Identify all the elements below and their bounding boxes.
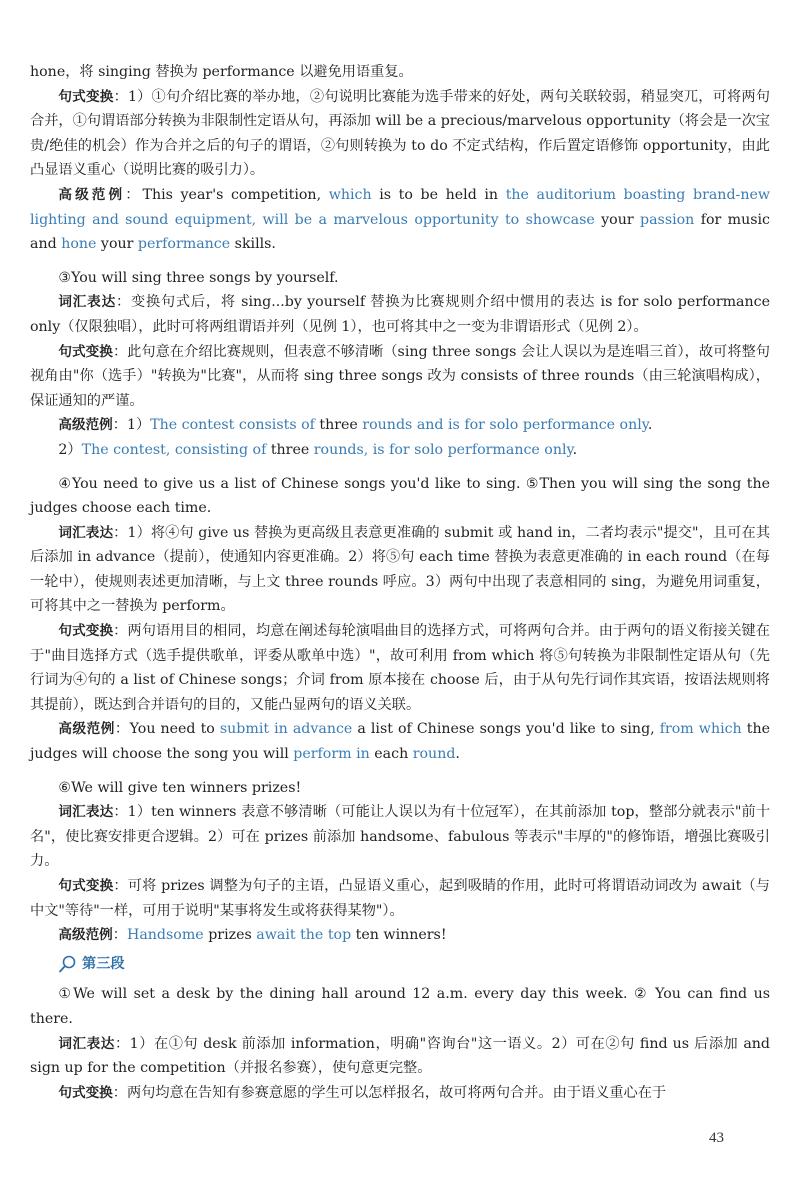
paragraph: 高级范例：Handsome prizes await the top ten winners!: [58, 927, 447, 944]
source-sentence: ⑥We will give ten winners prizes!: [58, 779, 302, 796]
page-content: [30, 60, 770, 1105]
label-sentence: 句式变换: [58, 88, 114, 105]
paragraph: 高级范例：This year's competition, which is to be held in the auditorium boasting brand-new lighting and sound equipment, will be a marvelous opportunity to showcase your passion for music and hone your performance skills.: [30, 186, 771, 253]
highlight: hone: [61, 236, 97, 253]
paragraph: 高级范例：1）The contest consists of three rounds and is for solo performance only.: [58, 417, 653, 434]
paragraph: 句式变换：此句意在介绍比赛规则，但表意不够清晰（sing three songs 会让人误以为是连唱三首），故可将整句视角由"你（选手）"转换为"比赛"，从而将 sing three songs 改为 consists of three rounds（由三轮演唱构成），保证通知的严谨。: [30, 343, 770, 409]
paragraph: 词汇表达：1）ten winners 表意不够清晰（可能让人误以为有十位冠军），在其前添加 top，整部分就表示"前十名"，使比赛安排更合逻辑。2）可在 prizes 前添加 handsome、fabulous 等表示"丰厚的"的修饰语，增强比赛吸引力。: [30, 804, 771, 870]
highlight: The contest consists of: [150, 417, 315, 434]
label-vocab: 词汇表达: [58, 804, 114, 821]
label-example: 高级范例: [58, 721, 115, 738]
source-sentence: ③You will sing three songs by yourself.: [58, 269, 339, 286]
label-sentence: 句式变换: [58, 343, 113, 360]
text: hone，将 singing 替换为 performance 以避免用语重复。: [30, 64, 413, 80]
magnifier-icon: [58, 955, 78, 973]
label-example: 高级范例: [58, 417, 113, 434]
paragraph: [30, 60, 770, 85]
label-vocab: 词汇表达: [58, 1035, 115, 1052]
paragraph: 词汇表达：变换句式后，将 sing...by yourself 替换为比赛规则介绍中惯用的表达 is for solo performance only（仅限独唱），此时可将两组谓语并列（见例 1），也可将其中之一变为非谓语形式（见例 2）。: [30, 294, 770, 335]
label-vocab: 词汇表达: [58, 524, 114, 541]
highlight: The contest, consisting of: [81, 441, 267, 458]
label-example: 高级范例: [58, 186, 126, 203]
highlight: which: [328, 186, 372, 203]
label-example: 高级范例: [58, 927, 113, 944]
label-sentence: 句式变换: [58, 1084, 113, 1101]
highlight: rounds, is for solo performance only: [313, 441, 573, 458]
highlight: Handsome: [126, 927, 204, 944]
section-title: 第三段: [82, 955, 125, 972]
page-number: 43: [709, 1130, 724, 1146]
paragraph: [30, 85, 770, 183]
paragraph: 句式变换：两句均意在告知有参赛意愿的学生可以怎样报名，故可将两句合并。由于语义重心在于: [58, 1084, 667, 1101]
paragraph: 词汇表达：1）在①句 desk 前添加 information，明确"咨询台"这一语义。2）可在②句 find us 后添加 and sign up for the competition（并报名参赛），使句意更完整。: [30, 1035, 771, 1077]
paragraph: 句式变换：可将 prizes 调整为句子的主语，凸显语义重心，起到吸睛的作用，此时可将谓语动词改为 await（与中文"等待"一样，可用于说明"某事将发生或将获得某物"）。: [30, 878, 770, 919]
section-heading: [58, 952, 770, 977]
source-sentence: ④You need to give us a list of Chinese songs you'd like to sing. ⑤Then you will sing the song the judges choose each time.: [30, 475, 770, 517]
paragraph: 词汇表达：1）将④句 give us 替换为更高级且表意更准确的 submit 或 hand in，二者均表示"提交"，且可在其后添加 in advance（提前），使通知内容更准确。2）将⑤句 each time 替换为表意更准确的 in each round（在每一轮中），使规则表述更加清晰，与上文 three rounds 呼应。3）两句中出现了表意相同的 sing，为避免用词重复，可将其中之一替换为 perform。: [30, 524, 771, 615]
text: ：1）①句介绍比赛的举办地，②句说明比赛能为选手带来的好处，两句关联较弱，稍显突兀，可将两句合并，①句谓语部分转换为非限制性定语从句，再添加 will be a precious/marvelous opportunity（将会是一次宝贵/绝佳的机会）作为合并之后的句子的谓语，②句则转换为 to do 不定式结构，作后置定语修饰 opportunity，由此凸显语义重心（说明比赛的吸引力）。: [30, 88, 770, 179]
highlight: round: [412, 746, 456, 763]
paragraph: 2）The contest, consisting of three rounds, is for solo performance only.: [58, 441, 578, 458]
highlight: perform in: [293, 746, 370, 763]
label-vocab: 词汇表达: [58, 294, 116, 311]
label-sentence: 句式变换: [58, 878, 114, 894]
highlight: passion: [640, 211, 695, 228]
source-sentence: ①We will set a desk by the dining hall around 12 a.m. every day this week. ② You can find us there.: [30, 986, 770, 1027]
paragraph: 句式变换：两句语用目的相同，均意在阐述每轮演唱曲目的选择方式，可将两句合并。由于两句的语义衔接关键在于"曲目选择方式（选手提供歌单，评委从歌单中选）"，故可利用 from which 将⑤句转换为非限制性定语从句（先行词为④句的 a list of Chinese songs；介词 from 原本接在 choose 后，由于从句先行词作其宾语，按语法规则将其提前），既达到合并语句的目的，又能凸显两句的语义关联。: [30, 623, 770, 713]
paragraph: 高级范例：You need to submit in advance a list of Chinese songs you'd like to sing, from which the judges will choose the song you will perform in each round.: [30, 721, 770, 763]
highlight: await the top: [256, 927, 352, 944]
highlight: submit in advance: [219, 721, 353, 738]
highlight: performance: [137, 236, 231, 253]
label-sentence: 句式变换: [58, 623, 114, 640]
highlight: the auditorium boasting brand-new lighting and sound equipment, will be a marvelous opportunity to showcase: [30, 186, 770, 228]
highlight: rounds and is for solo performance only: [362, 417, 648, 434]
highlight: from which: [659, 721, 742, 738]
